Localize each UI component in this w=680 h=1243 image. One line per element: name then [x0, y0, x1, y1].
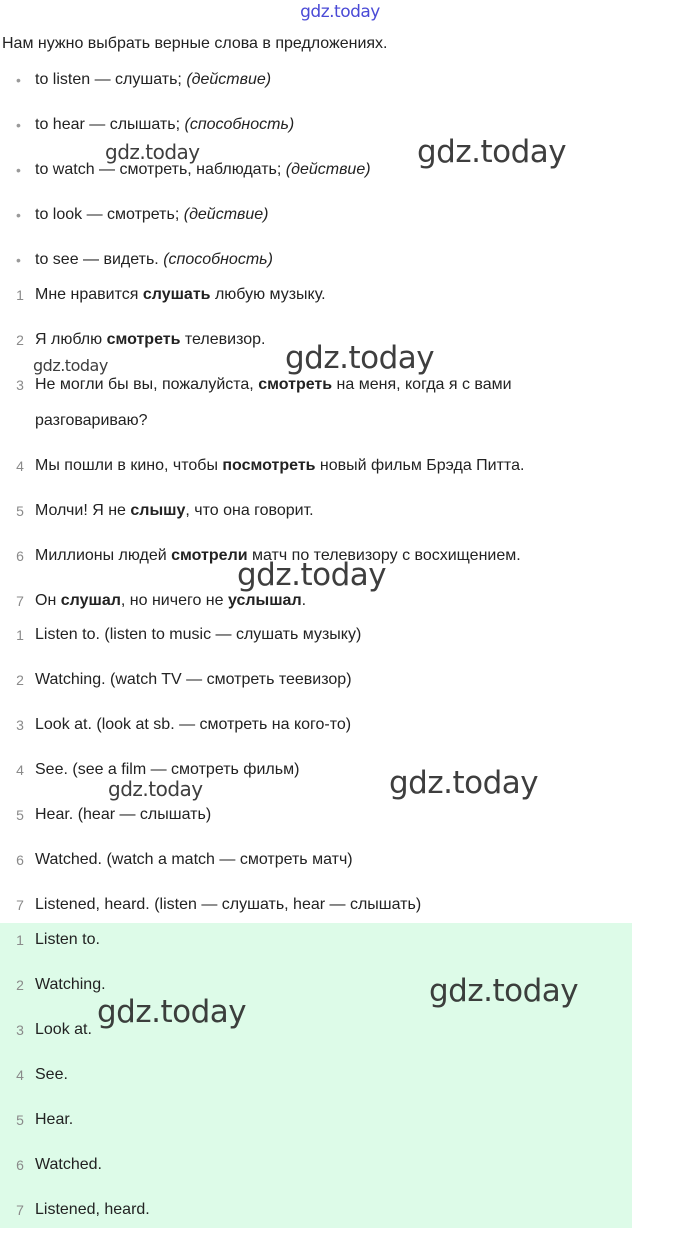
watermark: gdz.today — [33, 356, 108, 375]
watermark: gdz.today — [237, 557, 387, 593]
explanation-item: 4 See. (see a film — смотреть фильм) — [16, 761, 300, 778]
explanation-item: 2 Watching. (watch TV — смотреть теевизор) — [16, 671, 352, 688]
sentence-item: 6 Миллионы людей смотрели матч по телевизору с восхищением. — [16, 547, 521, 564]
sentence-item: 3 Не могли бы вы, пожалуйста, смотреть на меня, когда я с вами разговариваю? — [16, 376, 512, 429]
answer-item: 4 See. — [16, 1066, 68, 1083]
explanation-item: 3 Look at. (look at sb. — смотреть на кого-то) — [16, 716, 352, 733]
watermark: gdz.today — [108, 777, 203, 801]
explanation-item: 6 Watched. (watch a match — смотреть матч) — [16, 851, 353, 868]
explanation-item: 1 Listen to. (listen to music — слушать музыку) — [16, 626, 362, 643]
sentence-item: 4 Мы пошли в кино, чтобы посмотреть новый фильм Брэда Питта. — [16, 457, 525, 474]
sentence-item: 5 Молчи! Я не слышу, что она говорит. — [16, 502, 314, 519]
explanation-item: 5 Hear. (hear — слышать) — [16, 806, 212, 823]
sentence-item: 7 Он слушал, но ничего не услышал. — [16, 592, 307, 609]
answer-item: 1 Listen to. — [16, 931, 100, 948]
watermark: gdz.today — [417, 134, 567, 170]
bullet-icon: • — [16, 252, 21, 268]
answer-item: 6 Watched. — [16, 1156, 102, 1173]
answer-item: 7 Listened, heard. — [16, 1201, 150, 1218]
answer-item: 2 Watching. — [16, 976, 106, 993]
watermark: gdz.today — [389, 765, 539, 801]
sentence-item: 1 Мне нравится слушать любую музыку. — [16, 286, 326, 303]
explanation-item: 7 Listened, heard. (listen — слушать, hear — слышать) — [16, 896, 422, 913]
watermark: gdz.today — [285, 340, 435, 376]
answer-item: 3 Look at. — [16, 1021, 92, 1038]
sentence-item: 2 Я люблю смотреть телевизор. — [16, 331, 266, 348]
answer-item: 5 Hear. — [16, 1111, 74, 1128]
watermark: gdz.today — [105, 140, 200, 164]
watermark: gdz.today — [97, 994, 247, 1030]
intro-text: Нам нужно выбрать верные слова в предложениях. — [2, 35, 388, 52]
watermark: gdz.today — [429, 973, 579, 1009]
bullet-icon: • — [16, 162, 21, 178]
bullet-icon: • — [16, 72, 21, 88]
bullet-icon: • — [16, 117, 21, 133]
site-logo[interactable]: gdz.today — [300, 2, 380, 22]
bullet-icon: • — [16, 207, 21, 223]
